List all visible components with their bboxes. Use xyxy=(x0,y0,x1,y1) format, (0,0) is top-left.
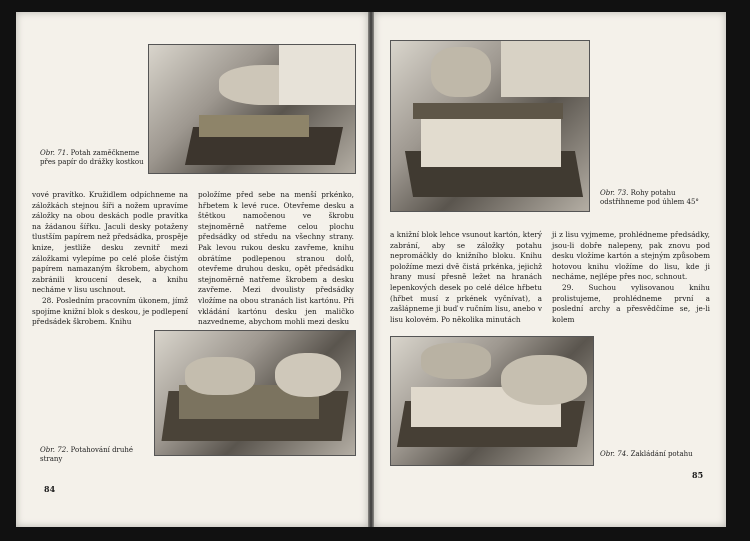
right-page-number: 85 xyxy=(692,470,704,480)
figure-71-photo xyxy=(148,44,356,174)
left-col1-para1: vové pravítko. Kružidlem odpíchneme na záložkách stejnou šíři a nožem upravíme záložky na obou deskách podle pravítka na žádanou šířku. Jaculi desky potaženy tlustším papírem než předsádka, prospěje knize, jestliže desku zevnitř mezi záložkami vylepíme po celé ploše čistým papírem namazaným škrobem, abychom zabránili kroucení desek, a knihu necháme v lisu uschnout. xyxy=(32,190,188,295)
right-page xyxy=(374,12,726,527)
figure-73-text: Rohy potahu odstřihneme pod úhlem 45° xyxy=(600,189,699,206)
figure-72-label: Obr. 72. xyxy=(40,446,69,454)
figure-74-label: Obr. 74. xyxy=(600,450,629,458)
right-col1-para1: a knižní blok lehce vsunout kartón, který zabrání, aby se záložky potahu nepromáčkly do knižního bloku. Knihu položíme mezi dvě čistá prkénka, jejichž hrany musí přesně ležet na hranách lepenkových desek po celé délce hřbetu (hřbet musí z prkének vyčnívat), a zašlápneme ji buď v ručním lisu, anebo v lisu kolovém. Po několika minutách xyxy=(390,230,542,324)
left-col2-para1: položíme před sebe na menší prkénko, hřbetem k levé ruce. Otevřeme desku a štětkou namočenou ve škrobu stejnoměrně natřeme celou plochu předsádky od středu na všechny strany. Pak levou rukou desku zavřeme, knihu obrátíme podlepenou stranou dolů, otevřeme druhou desku, opět předsádku stejnoměrně natřeme škrobem a desku zavřeme. Mezi dvoulisty předsádky vložíme na obou stranách list kartónu. Při vkládání kartónu desku jen maličko nazvedneme, abychom mohli mezi desku xyxy=(198,190,354,327)
figure-72-photo xyxy=(154,330,356,456)
right-col2-para2: 29. Suchou vylisovanou knihu prolistujeme, prohlédneme první a poslední archy a přesvědčíme se, je-li kolem xyxy=(552,282,710,324)
figure-71-label: Obr. 71. xyxy=(40,149,69,157)
figure-74-caption xyxy=(600,450,712,459)
figure-71-text: Potah zaměčkneme přes papír do drážky kostkou xyxy=(40,149,144,166)
right-column-1 xyxy=(390,230,542,326)
figure-71-caption xyxy=(40,149,144,167)
left-col1-para2: 28. Posledním pracovním úkonem, jímž spojíme knižní blok s deskou, je podlepení předsádek škrobem. Knihu xyxy=(32,295,189,327)
figure-72-text: Potahování druhé strany xyxy=(40,446,134,463)
left-page xyxy=(16,12,368,527)
figure-73-label: Obr. 73. xyxy=(600,189,629,197)
figure-72-caption xyxy=(40,446,148,464)
figure-74-text: Zakládání potahu xyxy=(630,450,693,458)
figure-74-photo xyxy=(390,336,594,466)
left-page-number: 84 xyxy=(44,484,56,494)
figure-73-photo xyxy=(390,40,590,212)
figure-73-caption xyxy=(600,189,712,207)
right-col2-para1: ji z lisu vyjmeme, prohlédneme předsádky, jsou-li dobře nalepeny, pak znovu pod desku vložíme kartón a stejným způsobem hotovou knihu vložíme do lisu, kde ji necháme, nejlépe přes noc, schnout. xyxy=(552,230,710,282)
left-column-1 xyxy=(32,190,189,327)
left-column-2 xyxy=(198,190,354,327)
right-column-2 xyxy=(552,230,710,326)
